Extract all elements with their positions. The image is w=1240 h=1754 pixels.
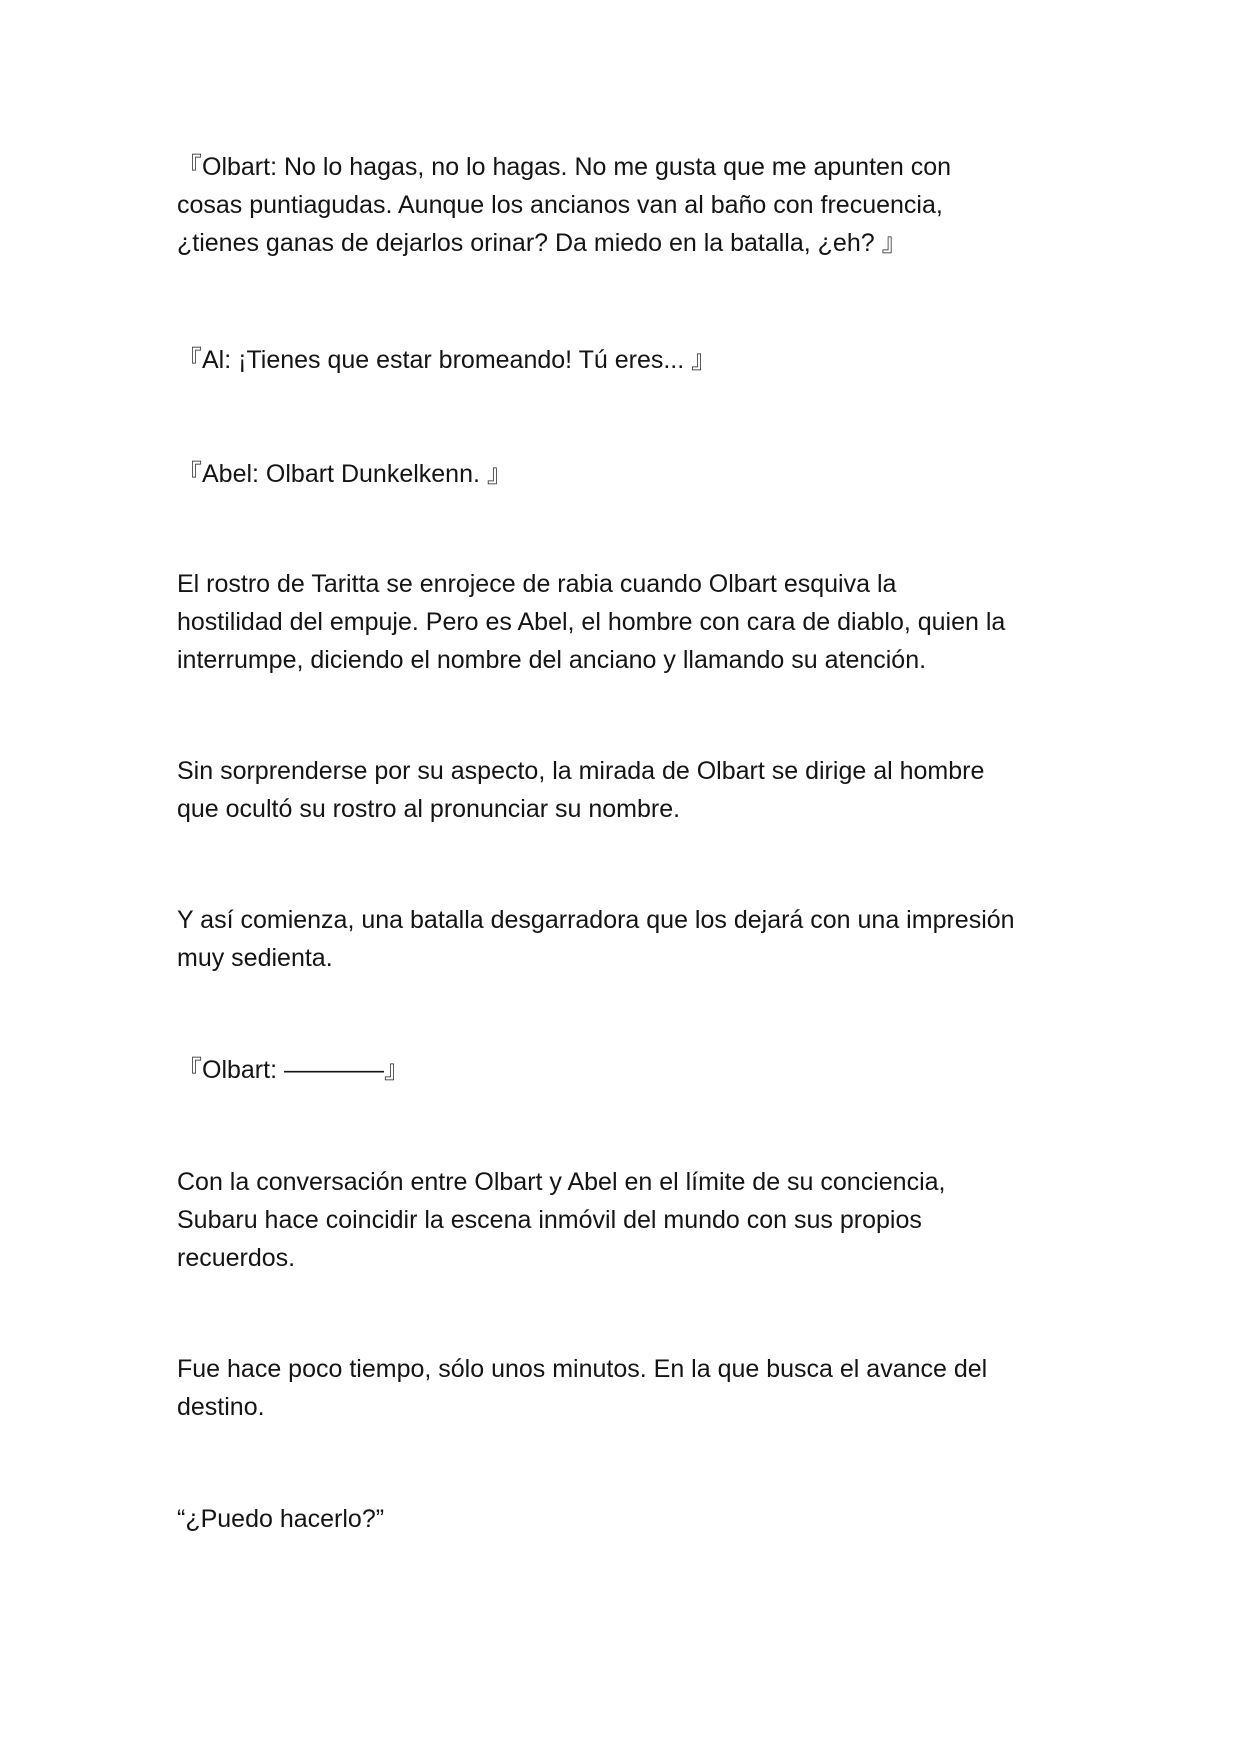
narration-paragraph-3: Y así comienza, una batalla desgarradora que los dejará con una impresión muy sedienta. — [177, 906, 1015, 972]
dialogue-subaru: “¿Puedo hacerlo?” — [177, 1505, 385, 1533]
dialogue-abel: 『Abel: Olbart Dunkelkenn. 』 — [177, 460, 512, 488]
narration-paragraph-2: Sin sorprenderse por su aspecto, la mirada de Olbart se dirige al hombre que ocultó su rostro al pronunciar su nombre. — [177, 757, 985, 823]
narration-paragraph-1: El rostro de Taritta se enrojece de rabia cuando Olbart esquiva la hostilidad del empuje. Pero es Abel, el hombre con cara de diablo, quien la interrumpe, diciendo el nombre del anciano y llamando su atención. — [177, 570, 1006, 674]
narration-paragraph-5: Fue hace poco tiempo, sólo unos minutos. En la que busca el avance del destino. — [177, 1355, 988, 1421]
dialogue-olbart-2: 『Olbart: ————』 — [177, 1056, 409, 1084]
dialogue-olbart-1: 『Olbart: No lo hagas, no lo hagas. No me gusta que me apunten con cosas puntiagudas. Aunque los ancianos van al baño con frecuencia, ¿tienes ganas de dejarlos orinar? Da miedo en la batalla, ¿eh? 』 — [177, 153, 952, 257]
narration-paragraph-4: Con la conversación entre Olbart y Abel en el límite de su conciencia, Subaru hace coincidir la escena inmóvil del mundo con sus propios recuerdos. — [177, 1168, 946, 1272]
dialogue-al: 『Al: ¡Tienes que estar bromeando! Tú eres... 』 — [177, 346, 717, 374]
